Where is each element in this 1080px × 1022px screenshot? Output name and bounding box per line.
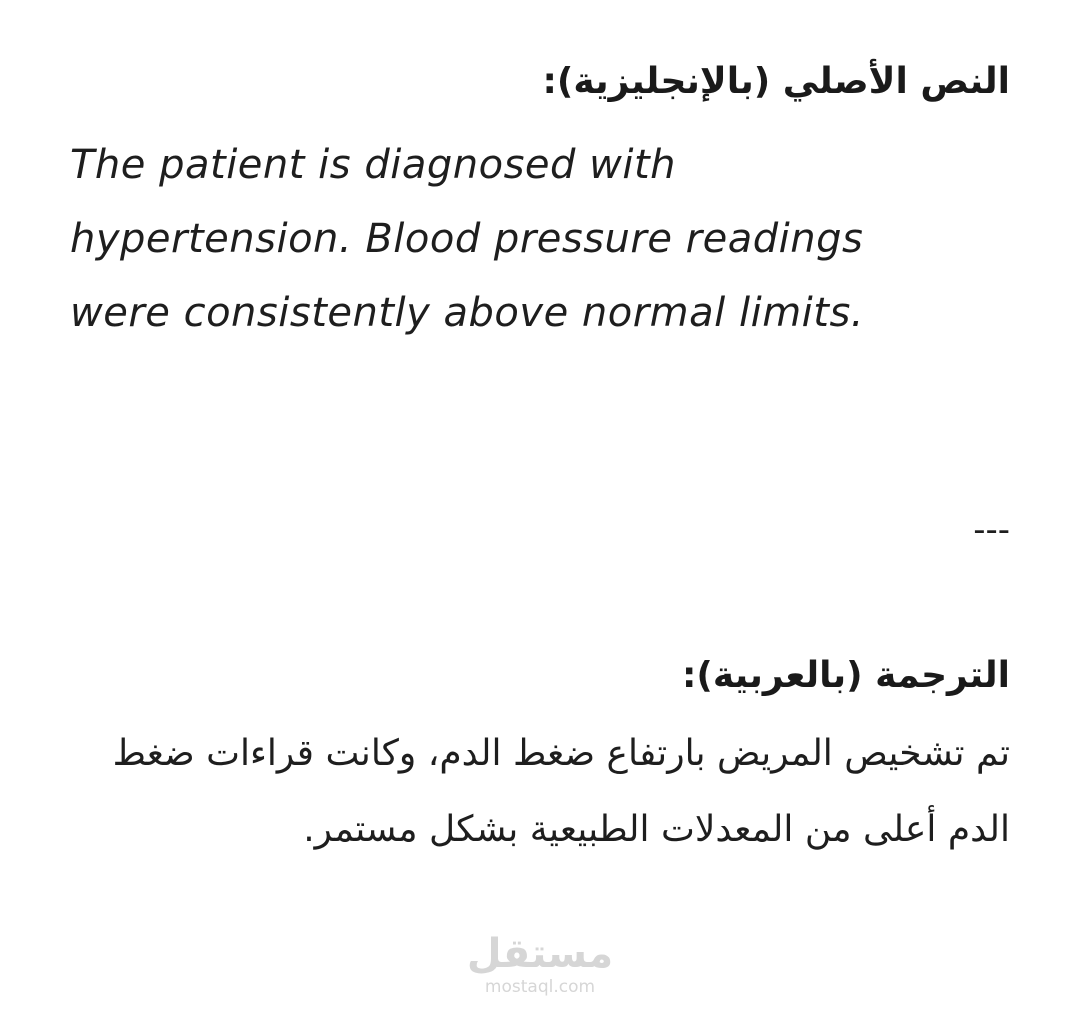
translation-heading: الترجمة (بالعربية): [681, 655, 1010, 696]
watermark-url: mostaql.com [484, 977, 596, 997]
watermark-logo-text: مستقل [466, 931, 614, 977]
arabic-translation-text: تم تشخيص المريض بارتفاع ضغط الدم، وكانت قراءات ضغط الدم أعلى من المعدلات الطبيعية بشكل مستمر. [112, 733, 1010, 850]
original-text-heading: النص الأصلي (بالإنجليزية): [542, 61, 1010, 102]
original-english-text: The patient is diagnosed with hypertension. Blood pressure readings were consistently above normal limits. [70, 142, 865, 336]
section-separator: --- [973, 510, 1010, 550]
mostaql-watermark [440, 932, 640, 1004]
